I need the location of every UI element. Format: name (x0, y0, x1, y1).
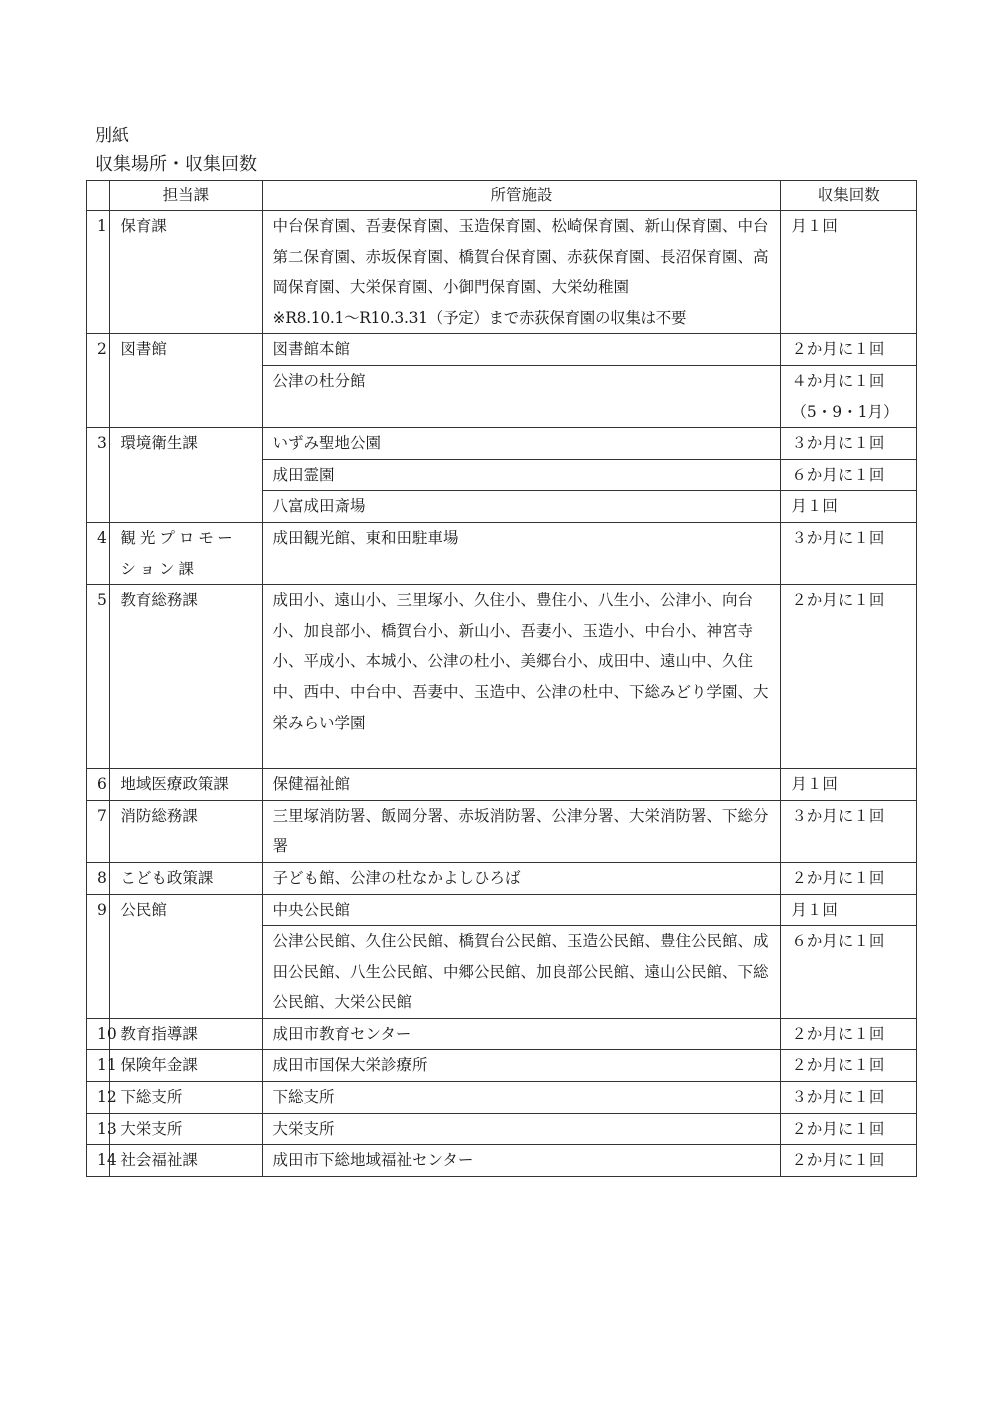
row-facilities: 成田市教育センター (262, 1018, 781, 1050)
row-dept: 下総支所 (110, 1082, 262, 1114)
table-row (87, 800, 917, 862)
row-frequency: ２か月に１回 (781, 1050, 917, 1082)
row-frequency: 月１回 (781, 211, 917, 334)
row-facilities: 成田観光館、東和田駐車場 (262, 522, 781, 584)
row-frequency: ２か月に１回 (781, 334, 917, 366)
row-number: 14 (87, 1145, 110, 1177)
document-title: 収集場所・収集回数 (95, 154, 257, 175)
frequency-note: （5・9・1月） (791, 402, 899, 421)
row-dept: 環境衛生課 (110, 428, 262, 523)
table-row (87, 428, 917, 460)
row-frequency: ２か月に１回 (781, 1113, 917, 1145)
row-dept: 公民館 (110, 894, 262, 1018)
row-number: 12 (87, 1082, 110, 1114)
row-number: 11 (87, 1050, 110, 1082)
row-number: 13 (87, 1113, 110, 1145)
row-number: 1 (87, 211, 110, 334)
header-dept: 担当課 (110, 181, 262, 211)
row-dept: こども政策課 (110, 862, 262, 894)
row-number: 9 (87, 894, 110, 1018)
table-row (87, 1050, 917, 1082)
header-facilities: 所管施設 (262, 181, 781, 211)
row-dept: 図書館 (110, 334, 262, 428)
row-facilities: 成田市下総地域福祉センター (262, 1145, 781, 1177)
row-dept: 消防総務課 (110, 800, 262, 862)
row-frequency: 月１回 (781, 491, 917, 523)
row-facilities: 中央公民館 (262, 894, 781, 926)
row-facilities: 成田霊園 (262, 459, 781, 491)
table-row (87, 769, 917, 801)
facilities-note: ※R8.10.1～R10.3.31（予定）まで赤荻保育園の収集は不要 (272, 308, 687, 327)
row-dept: 教育総務課 (110, 585, 262, 769)
row-facilities: 保健福祉館 (262, 769, 781, 801)
row-frequency: ２か月に１回 (781, 1145, 917, 1177)
table-row (87, 334, 917, 366)
collection-schedule-table (86, 180, 917, 1177)
row-frequency (781, 365, 917, 427)
row-dept: 地域医療政策課 (110, 769, 262, 801)
row-frequency: ２か月に１回 (781, 1018, 917, 1050)
row-facilities: 成田市国保大栄診療所 (262, 1050, 781, 1082)
row-facilities: 図書館本館 (262, 334, 781, 366)
row-frequency: ２か月に１回 (781, 585, 917, 769)
table-row (87, 1082, 917, 1114)
row-facilities: いずみ聖地公園 (262, 428, 781, 460)
row-frequency: ３か月に１回 (781, 522, 917, 584)
facilities-text: 中台保育園、吾妻保育園、玉造保育園、松崎保育園、新山保育園、中台第二保育園、赤坂保育園、橋賀台保育園、赤荻保育園、長沼保育園、高岡保育園、大栄保育園、小御門保育園、大栄幼稚園 (272, 217, 769, 297)
row-dept: 保険年金課 (110, 1050, 262, 1082)
table-row (87, 1145, 917, 1177)
table-row (87, 1018, 917, 1050)
row-facilities: 大栄支所 (262, 1113, 781, 1145)
attachment-label: 別紙 (95, 126, 129, 146)
header-no (87, 181, 110, 211)
row-frequency: 月１回 (781, 769, 917, 801)
row-facilities: 八富成田斎場 (262, 491, 781, 523)
row-frequency: ２か月に１回 (781, 862, 917, 894)
table-row (87, 862, 917, 894)
row-frequency: ６か月に１回 (781, 926, 917, 1019)
row-facilities: 成田小、遠山小、三里塚小、久住小、豊住小、八生小、公津小、向台小、加良部小、橋賀台小、新山小、吾妻小、玉造小、中台小、神宮寺小、平成小、本城小、公津の杜小、美郷台小、成田中、遠山中、久住中、西中、中台中、吾妻中、玉造中、公津の杜中、下総みどり学園、大栄みらい学園 (262, 585, 781, 769)
row-dept: 観光プロモーション課 (110, 522, 262, 584)
frequency-text: ４か月に１回 (791, 371, 885, 390)
row-number: 10 (87, 1018, 110, 1050)
row-number: 3 (87, 428, 110, 523)
table-row (87, 522, 917, 584)
row-facilities: 公津公民館、久住公民館、橋賀台公民館、玉造公民館、豊住公民館、成田公民館、八生公民館、中郷公民館、加良部公民館、遠山公民館、下総公民館、大栄公民館 (262, 926, 781, 1019)
row-number: 7 (87, 800, 110, 862)
row-facilities: 三里塚消防署、飯岡分署、赤坂消防署、公津分署、大栄消防署、下総分署 (262, 800, 781, 862)
row-facilities: 子ども館、公津の杜なかよしひろば (262, 862, 781, 894)
row-dept: 保育課 (110, 211, 262, 334)
row-facilities (262, 211, 781, 334)
row-dept: 教育指導課 (110, 1018, 262, 1050)
table-row (87, 1113, 917, 1145)
row-number: 8 (87, 862, 110, 894)
row-dept: 社会福祉課 (110, 1145, 262, 1177)
table-row (87, 894, 917, 926)
table-header-row (87, 181, 917, 211)
row-frequency: 月１回 (781, 894, 917, 926)
row-number: 2 (87, 334, 110, 428)
row-facilities: 公津の杜分館 (262, 365, 781, 427)
table-row (87, 211, 917, 334)
row-dept: 大栄支所 (110, 1113, 262, 1145)
row-frequency: ３か月に１回 (781, 1082, 917, 1114)
row-facilities: 下総支所 (262, 1082, 781, 1114)
row-number: 4 (87, 522, 110, 584)
row-number: 5 (87, 585, 110, 769)
row-frequency: ３か月に１回 (781, 428, 917, 460)
table-row (87, 585, 917, 769)
row-frequency: ３か月に１回 (781, 800, 917, 862)
header-frequency: 収集回数 (781, 181, 917, 211)
row-number: 6 (87, 769, 110, 801)
row-frequency: ６か月に１回 (781, 459, 917, 491)
